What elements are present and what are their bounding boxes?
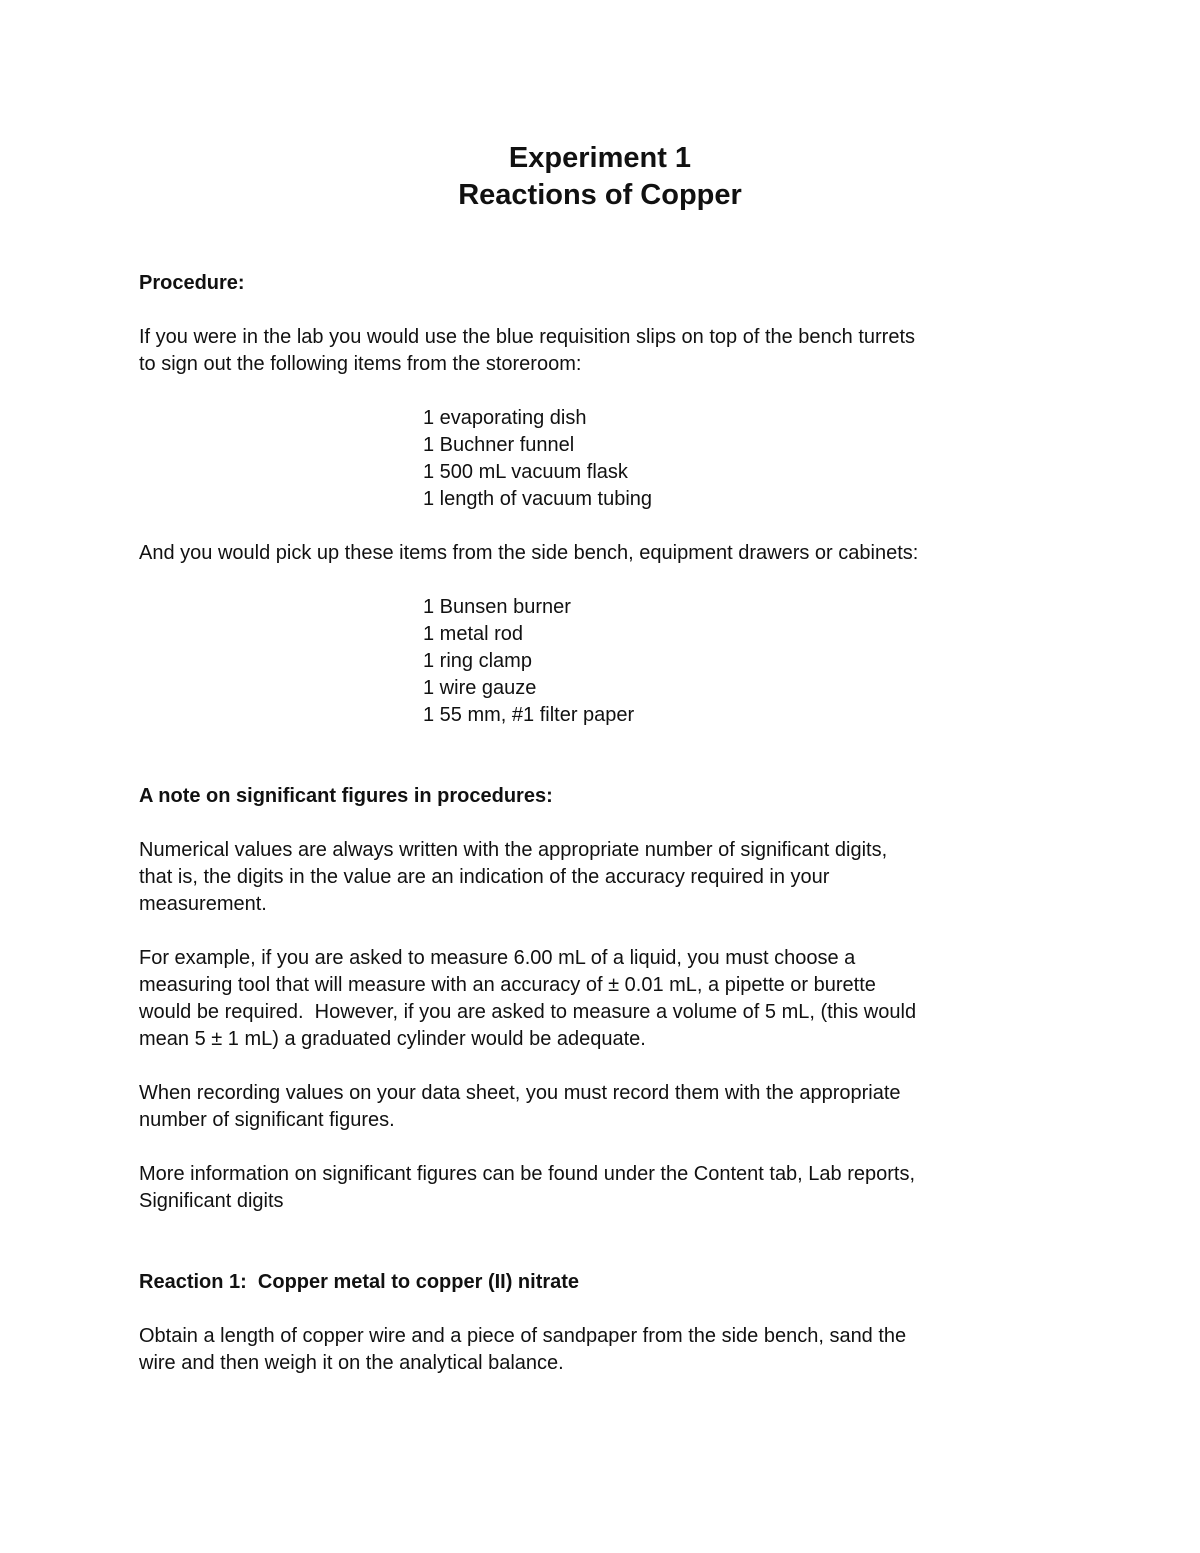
text-line: When recording values on your data sheet, you must record them with the appropriate [139, 1082, 901, 1104]
reaction-1-heading: Reaction 1: Copper metal to copper (II) nitrate [139, 1271, 580, 1293]
list-item: 1 evaporating dish [423, 407, 587, 429]
storeroom-items-list [139, 405, 1069, 513]
sig-figs-heading: A note on significant figures in procedures: [139, 785, 553, 807]
text-line: Significant digits [139, 1190, 284, 1212]
list-item: 1 ring clamp [423, 650, 532, 672]
text-line: that is, the digits in the value are an indication of the accuracy required in your [139, 866, 830, 888]
title-experiment-number: Experiment 1 [508, 142, 692, 174]
list-item: 1 55 mm, #1 filter paper [423, 704, 635, 726]
list-item: 1 wire gauze [423, 677, 537, 699]
list-item: 1 Bunsen burner [423, 596, 571, 618]
reaction-1-paragraph [139, 1323, 1069, 1377]
list-item: 1 metal rod [423, 623, 524, 645]
side-bench-intro: And you would pick up these items from the side bench, equipment drawers or cabinets: [139, 542, 919, 564]
side-bench-items-list [139, 594, 1069, 729]
sig-figs-paragraph-3 [139, 1080, 1069, 1134]
text-line: measuring tool that will measure with an accuracy of ± 0.01 mL, a pipette or burette [139, 974, 876, 996]
document-title [0, 140, 1200, 214]
text-line: number of significant figures. [139, 1109, 395, 1131]
procedure-intro-line-1: If you were in the lab you would use the blue requisition slips on top of the bench turrets [139, 326, 916, 348]
text-line: More information on significant figures can be found under the Content tab, Lab reports, [139, 1163, 916, 1185]
sig-figs-paragraph-2 [139, 945, 1069, 1053]
title-experiment-name: Reactions of Copper [458, 179, 742, 211]
sig-figs-paragraph-4 [139, 1161, 1069, 1215]
text-line: would be required. However, if you are asked to measure a volume of 5 mL, (this would [139, 1001, 917, 1023]
document-body [139, 270, 1069, 1377]
text-line: Obtain a length of copper wire and a piece of sandpaper from the side bench, sand the [139, 1325, 907, 1347]
procedure-heading: Procedure: [139, 272, 245, 294]
procedure-intro-line-2: to sign out the following items from the storeroom: [139, 353, 582, 375]
text-line: Numerical values are always written with the appropriate number of significant digits, [139, 839, 888, 861]
text-line: mean 5 ± 1 mL) a graduated cylinder would be adequate. [139, 1028, 646, 1050]
text-line: measurement. [139, 893, 267, 915]
list-item: 1 length of vacuum tubing [423, 488, 653, 510]
text-line: wire and then weigh it on the analytical balance. [139, 1352, 564, 1374]
list-item: 1 Buchner funnel [423, 434, 575, 456]
list-item: 1 500 mL vacuum flask [423, 461, 628, 483]
text-line: For example, if you are asked to measure 6.00 mL of a liquid, you must choose a [139, 947, 856, 969]
sig-figs-paragraph-1 [139, 837, 1069, 918]
